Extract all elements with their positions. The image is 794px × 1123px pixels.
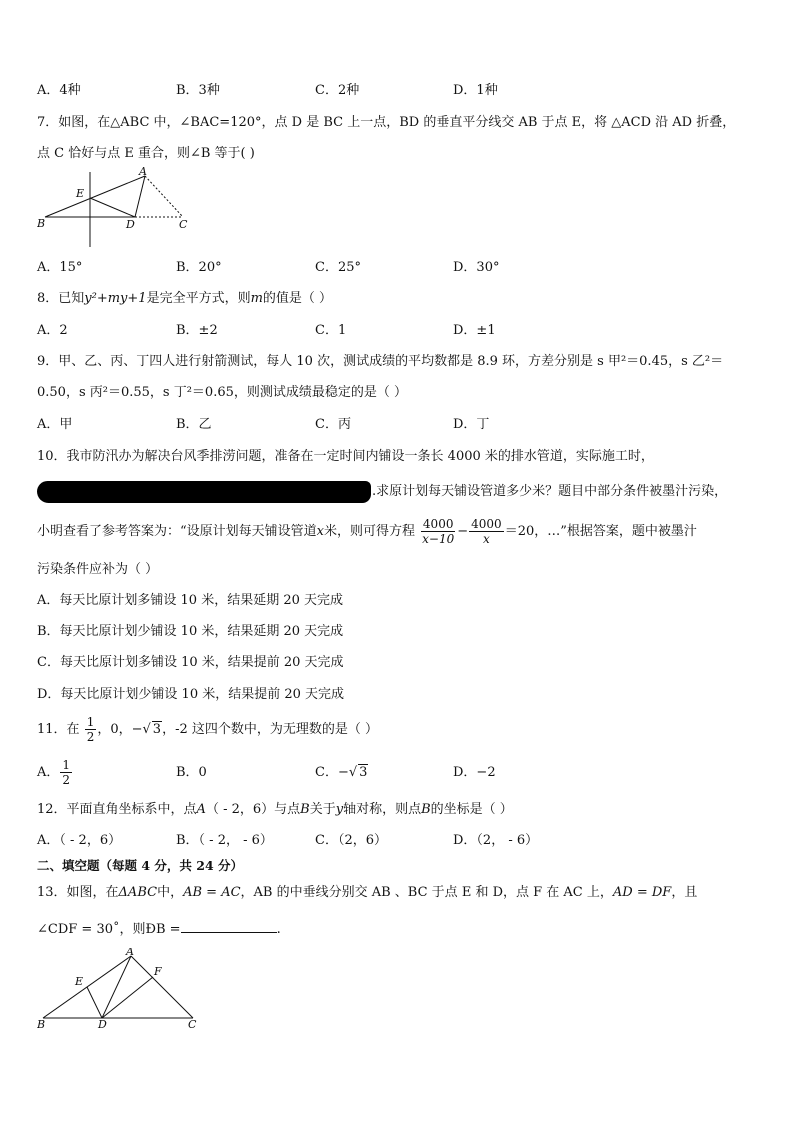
q10-stem-line2: .求原计划每天铺设管道多少米？题目中部分条件被墨汁污染， xyxy=(372,484,728,499)
q7-option-b: B．20° xyxy=(176,260,222,275)
q11-pre: 11．在 xyxy=(37,722,80,737)
q7-option-c: C．25° xyxy=(315,260,361,275)
q10-f2-num: 4000 xyxy=(471,517,502,531)
q13-label-b: B xyxy=(37,1018,46,1030)
q13-label-c: C xyxy=(188,1018,197,1030)
q13-segment-ed xyxy=(87,987,102,1018)
q7-segment-ed xyxy=(90,198,135,217)
q8-var: m xyxy=(250,291,263,306)
ink-stain xyxy=(37,481,371,503)
q12-mid2: 关于 xyxy=(309,802,336,817)
q12-post: 的坐标是（ ） xyxy=(430,802,513,817)
q7-label-b: B xyxy=(37,217,46,230)
q9-option-b: B．乙 xyxy=(176,417,212,432)
q8-expression: y²+my+1 xyxy=(84,291,147,306)
q11-stem xyxy=(37,713,378,747)
q12-point-b: B xyxy=(300,802,310,817)
q11-option-a xyxy=(37,756,73,790)
q9-stem-line1: 9．甲、乙、丙、丁四人进行射箭测试，每人 10 次，测试成绩的平均数都是 8.9 环，方差分别是 s 甲²＝0.45，s 乙²＝ xyxy=(37,354,724,369)
q12-pre: 12．平面直角坐标系中，点 xyxy=(37,802,197,817)
q7-label-a: A xyxy=(139,165,147,178)
q7-segment-ad xyxy=(135,176,145,217)
q13-triangle: ΔABC xyxy=(118,885,158,900)
q6-option-c: C．2种 xyxy=(315,83,360,98)
q13-eq2: AD = DF xyxy=(612,885,672,900)
q10-line3-mid: 米，则可得方程 xyxy=(324,524,416,539)
q13-segment-ad xyxy=(102,956,131,1018)
q9-option-a: A．甲 xyxy=(37,417,73,432)
q10-fraction-2 xyxy=(469,517,504,546)
q11-root: 3 xyxy=(152,722,162,737)
q10-line3-pre: 小明查看了参考答案为：“设原计划每天铺设管道 xyxy=(37,524,317,539)
q7-label-c: C xyxy=(179,218,188,231)
q11-option-b: B．0 xyxy=(176,765,207,780)
q8-mid: 是完全平方式，则 xyxy=(146,291,251,306)
q7-label-e: E xyxy=(76,187,85,200)
q12-option-c: C．（2，6） xyxy=(315,833,387,848)
q7-figure xyxy=(37,165,197,247)
q13-stem-line2 xyxy=(37,920,281,939)
q13-mid1: 中， xyxy=(157,885,184,900)
q10-f2-den: x xyxy=(483,532,490,546)
q13-line2-pre: ∠CDF = 30˚，则ÐB = xyxy=(37,922,181,937)
q11-post: ，-2 这四个数中，为无理数的是（ ） xyxy=(162,722,379,737)
q10-option-a: A．每天比原计划多铺设 10 米，结果延期 20 天完成 xyxy=(37,593,344,608)
q7-segment-ab xyxy=(45,176,145,217)
q8-option-b: B．±2 xyxy=(176,323,218,338)
section-2-heading: 二、填空题（每题 4 分，共 24 分） xyxy=(37,858,244,873)
q11-option-a-fraction xyxy=(60,758,72,787)
q11-option-a-label: A． xyxy=(37,765,60,780)
q10-stem-line1: 10．我市防汛办为解决台风季排涝问题，准备在一定时间内铺设一条长 4000 米的排水管道，实际施工时， xyxy=(37,449,654,464)
q11-mid1: ，0，− xyxy=(97,722,143,737)
q13-label-f: F xyxy=(154,965,162,978)
q12-point-a: A xyxy=(196,802,206,817)
q12-axis-y: y xyxy=(335,802,344,817)
q11-option-d: D．−2 xyxy=(453,765,496,780)
q10-option-d: D．每天比原计划少铺设 10 米，结果提前 20 天完成 xyxy=(37,687,345,702)
q7-option-d: D．30° xyxy=(453,260,500,275)
q11-option-c-label: C．− xyxy=(315,765,349,780)
q9-option-c: C．丙 xyxy=(315,417,351,432)
q10-f1-num: 4000 xyxy=(422,517,454,531)
q9-stem-line2: 0.50，s 丙²＝0.55，s 丁²＝0.65，则测试成绩最稳定的是（ ） xyxy=(37,385,407,400)
q10-option-c: C．每天比原计划多铺设 10 米，结果提前 20 天完成 xyxy=(37,655,344,670)
q9-option-d: D．丁 xyxy=(453,417,490,432)
q8-pre: 8．已知 xyxy=(37,291,85,306)
q13-mid3: ，且 xyxy=(671,885,698,900)
q13-label-e: E xyxy=(75,975,84,988)
q13-label-d: D xyxy=(98,1018,107,1030)
q12-option-b: B．（ - 2， - 6） xyxy=(176,833,273,848)
q11-option-c-root: 3 xyxy=(359,765,368,780)
q11-half-num: 1 xyxy=(86,715,95,729)
q7-segment-ac xyxy=(145,176,183,217)
q10-fraction-1 xyxy=(420,517,456,546)
q11-option-c-sqrt: √ 3 xyxy=(348,765,368,780)
q10-option-b: B．每天比原计划少铺设 10 米，结果延期 20 天完成 xyxy=(37,624,344,639)
q13-answer-blank[interactable] xyxy=(181,920,277,933)
q10-minus: − xyxy=(457,524,469,539)
q6-option-b: B．3种 xyxy=(176,83,220,98)
q12-point-b2: B xyxy=(421,802,431,817)
q11-fraction-half xyxy=(85,715,97,744)
q8-option-a: A．2 xyxy=(37,323,68,338)
q11-option-c xyxy=(315,764,368,782)
q13-label-a: A xyxy=(126,948,134,958)
q12-mid3: 轴对称，则点 xyxy=(343,802,422,817)
q11-option-a-den: 2 xyxy=(62,773,71,787)
q11-half-den: 2 xyxy=(86,730,95,744)
q10-line3-post: ＝20，…”根据答案，题中被墨汁 xyxy=(504,524,697,539)
q10-var-x: x xyxy=(316,524,324,539)
q11-option-a-num: 1 xyxy=(62,758,71,772)
q7-stem-line2: 点 C 恰好与点 E 重合，则∠B 等于( ) xyxy=(37,146,255,161)
q13-figure xyxy=(37,948,207,1030)
q10-f1-den: x−10 xyxy=(422,532,455,546)
q11-sqrt: √ 3 xyxy=(142,722,162,737)
q10-stem-line4: 污染条件应补为（ ） xyxy=(37,562,159,577)
q7-option-a: A．15° xyxy=(37,260,83,275)
q12-mid1: （ - 2，6）与点 xyxy=(205,802,301,817)
q10-stem-line3 xyxy=(37,515,697,549)
q7-stem-line1: 7．如图，在△ABC 中，∠BAC=120°，点 D 是 BC 上一点，BD 的垂直平分线交 AB 于点 E，将 △ACD 沿 AD 折叠， xyxy=(37,115,736,130)
q8-post: 的值是（ ） xyxy=(262,291,333,306)
q13-mid2: ，AB 的中垂线分别交 AB 、BC 于点 E 和 D，点 F 在 AC 上， xyxy=(240,885,613,900)
q6-option-a: A．4种 xyxy=(37,83,81,98)
q13-segment-df xyxy=(102,977,153,1018)
q13-eq1: AB = AC xyxy=(183,885,241,900)
q7-label-d: D xyxy=(126,218,135,231)
q8-option-c: C．1 xyxy=(315,323,347,338)
q8-option-d: D．±1 xyxy=(453,323,496,338)
q13-stem-line1 xyxy=(37,884,697,902)
q12-option-a: A．（ - 2，6） xyxy=(37,833,122,848)
q12-option-d: D．（2， - 6） xyxy=(453,833,539,848)
q12-stem xyxy=(37,801,513,819)
q8-stem xyxy=(37,290,332,308)
q13-line2-post: . xyxy=(276,922,281,937)
q13-pre: 13．如图，在 xyxy=(37,885,119,900)
q6-option-d: D．1种 xyxy=(453,83,498,98)
